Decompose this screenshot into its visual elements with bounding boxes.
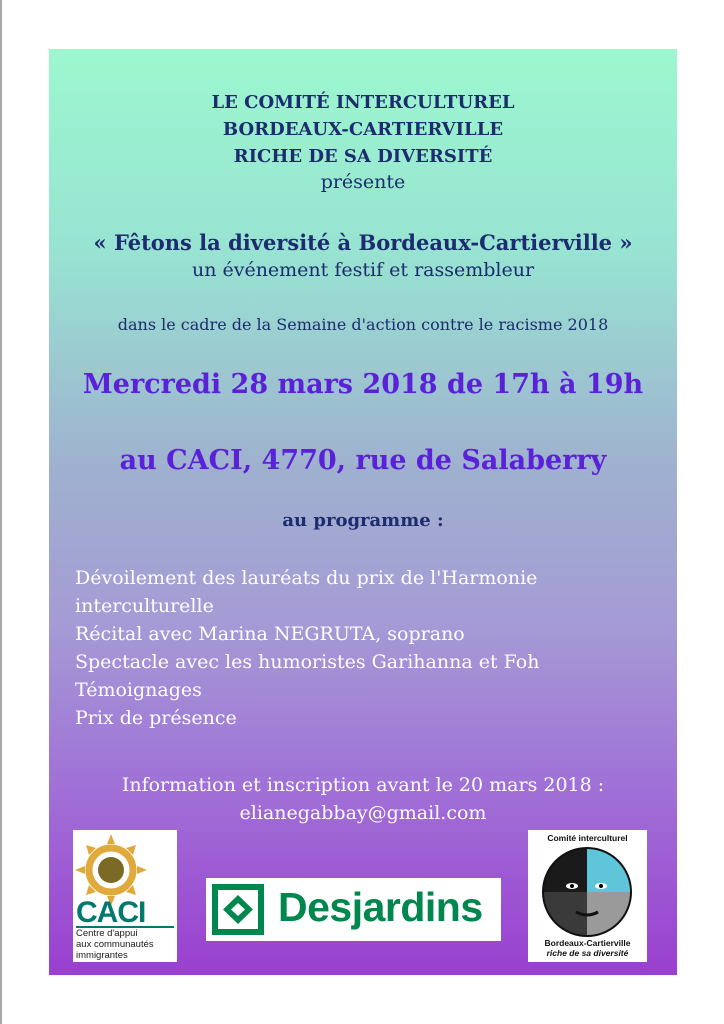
program-item-text: Récital avec Marina NEGRUTA, soprano bbox=[75, 623, 465, 645]
organizer-name bbox=[49, 89, 677, 170]
caci-name: CACI bbox=[76, 896, 146, 929]
caci-logo bbox=[73, 830, 177, 962]
organizer-line-2: BORDEAUX-CARTIERVILLE bbox=[222, 119, 504, 140]
caci-tagline bbox=[76, 926, 174, 961]
program-item-text: Témoignages bbox=[75, 679, 202, 701]
desjardins-logo bbox=[206, 878, 501, 941]
caci-tagline-3: immigrantes bbox=[76, 950, 128, 961]
program-item bbox=[3, 620, 643, 648]
caci-tagline-2: aux communautés bbox=[76, 939, 154, 950]
event-subtitle: un événement festif et rassembleur bbox=[191, 259, 535, 281]
bullet-icon: ● bbox=[3, 683, 14, 697]
comite-logo bbox=[528, 830, 647, 962]
event-context: dans le cadre de la Semaine d'action contre le racisme 2018 bbox=[117, 315, 609, 334]
registration-deadline: Information et inscription avant le 20 mars 2018 : bbox=[121, 774, 605, 796]
program-item-text: Spectacle avec les humoristes Garihanna et Foh bbox=[75, 651, 540, 673]
organizer-line-3: RICHE DE SA DIVERSITÉ bbox=[233, 146, 493, 167]
program-item-text-cont: interculturelle bbox=[75, 595, 214, 617]
program-item bbox=[3, 564, 643, 620]
program-item bbox=[3, 648, 643, 676]
program-item bbox=[3, 676, 643, 704]
bullet-icon: ● bbox=[3, 711, 14, 725]
event-date: Mercredi 28 mars 2018 de 17h à 19h bbox=[82, 369, 644, 400]
desjardins-emblem-icon bbox=[206, 878, 270, 941]
comite-logo-bottom-1: Bordeaux-Cartierville bbox=[544, 938, 631, 948]
contact-info bbox=[49, 771, 677, 827]
desjardins-name: Desjardins bbox=[278, 884, 483, 930]
contact-email[interactable]: elianegabbay@gmail.com bbox=[239, 802, 487, 824]
presents-label: présente bbox=[320, 171, 406, 193]
comite-logo-top: Comité interculturel bbox=[547, 833, 628, 843]
poster bbox=[3, 49, 677, 975]
event-location: au CACI, 4770, rue de Salaberry bbox=[119, 445, 607, 476]
page-edge-line bbox=[0, 0, 2, 1024]
program-item bbox=[3, 704, 643, 732]
bullet-icon: ● bbox=[3, 655, 14, 669]
bullet-icon: ● bbox=[3, 571, 14, 585]
bullet-icon: ● bbox=[3, 627, 14, 641]
organizer-line-1: LE COMITÉ INTERCULTUREL bbox=[211, 92, 515, 113]
program-item-text: Dévoilement des lauréats du prix de l'Harmonie bbox=[75, 567, 538, 589]
event-title: « Fêtons la diversité à Bordeaux-Cartierville » bbox=[93, 230, 633, 255]
caci-tagline-1: Centre d'appui bbox=[76, 928, 138, 939]
comite-logo-bottom-2: riche de sa diversité bbox=[546, 948, 629, 958]
program-item-text: Prix de présence bbox=[75, 707, 237, 729]
comite-logo-bottom bbox=[528, 938, 647, 958]
program-list bbox=[3, 564, 643, 732]
program-heading: au programme : bbox=[282, 510, 444, 531]
